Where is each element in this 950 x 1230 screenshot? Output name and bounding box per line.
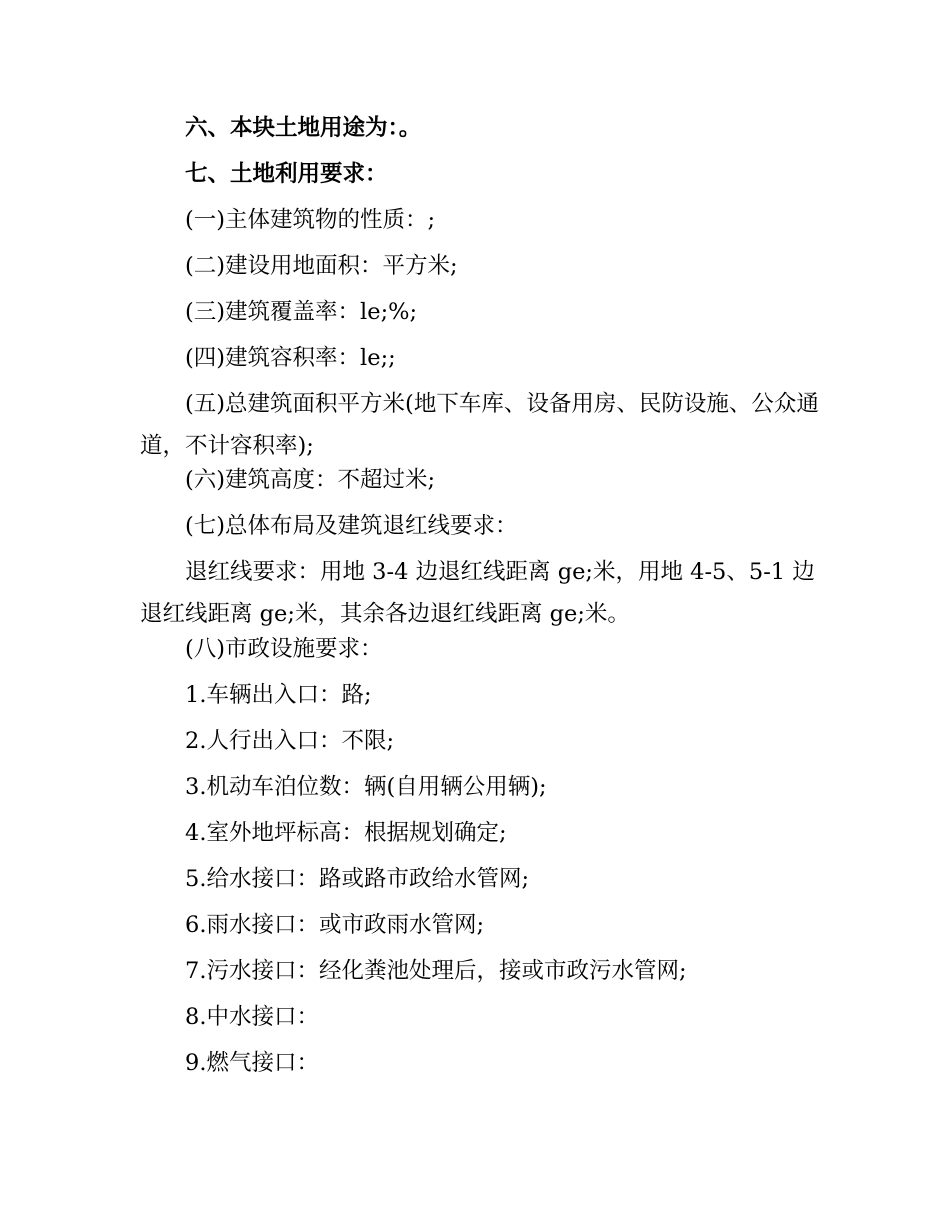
item-building-height: (六)建筑高度：不超过米; <box>185 467 436 493</box>
item-coverage-ratio: (三)建筑覆盖率：le;%; <box>185 299 418 325</box>
list-item-ground-elevation: 4.室外地坪标高：根据规划确定; <box>185 820 507 846</box>
list-item-rainwater: 6.雨水接口：或市政雨水管网; <box>185 912 485 938</box>
item-floor-area-ratio: (四)建筑容积率：le;; <box>185 345 396 371</box>
list-item-gas: 9.燃气接口： <box>185 1050 319 1076</box>
section-heading-land-requirements: 七、土地利用要求： <box>185 161 388 187</box>
item-municipal-facilities: (八)市政设施要求： <box>185 636 383 662</box>
item-total-floor-area: (五)总建筑面积平方米(地下车库、设备用房、民防设施、公众通道，不计容积率); <box>140 391 819 459</box>
list-item-water-supply: 5.给水接口：路或路市政给水管网; <box>185 866 530 892</box>
item-land-area: (二)建设用地面积：平方米; <box>185 253 458 279</box>
list-item-sewage: 7.污水接口：经化粪池处理后，接或市政污水管网; <box>185 958 687 984</box>
item-layout-setback: (七)总体布局及建筑退红线要求： <box>185 513 518 539</box>
item-building-nature: (一)主体建筑物的性质：; <box>185 207 436 233</box>
section-heading-land-use: 六、本块土地用途为：。 <box>185 115 422 141</box>
list-item-parking-spaces: 3.机动车泊位数：辆(自用辆公用辆); <box>185 774 547 800</box>
item-setback-requirements: 退红线要求：用地 3-4 边退红线距离 ge;米，用地 4-5、5-1 边退红线距离 ge;米，其余各边退红线距离 ge;米。 <box>140 559 815 627</box>
list-item-pedestrian-entrance: 2.人行出入口：不限; <box>185 728 395 754</box>
list-item-vehicle-entrance: 1.车辆出入口：路; <box>185 682 372 708</box>
list-item-reclaimed-water: 8.中水接口： <box>185 1004 319 1030</box>
